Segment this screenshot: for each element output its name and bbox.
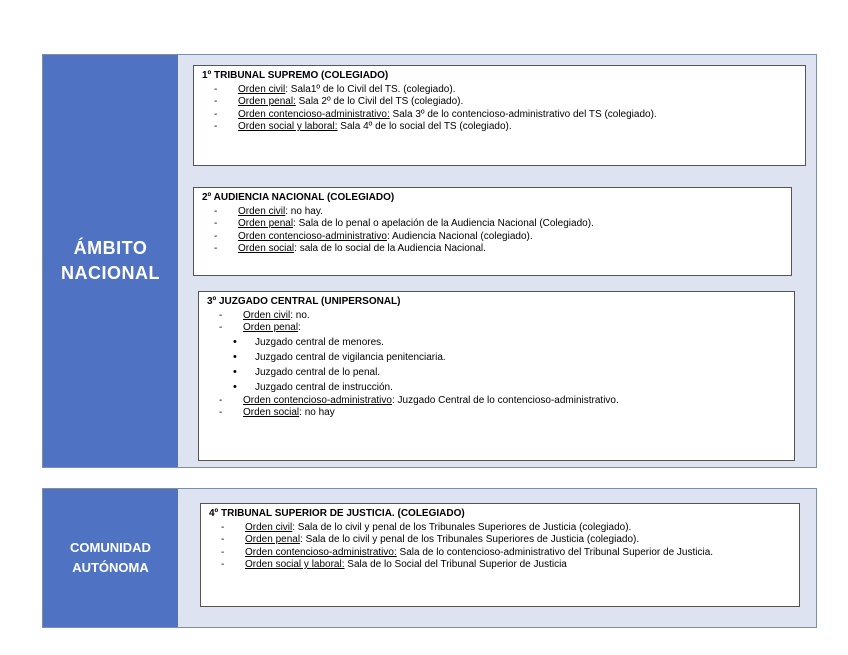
orden-label: Orden penal [245, 534, 301, 545]
list-item [209, 547, 791, 560]
list-item [202, 231, 783, 244]
list-item [209, 534, 791, 547]
orden-text: Sala de lo penal o apelación de la Audiencia Nacional (Colegiado). [295, 218, 594, 229]
orden-label: Orden social y laboral: [238, 121, 338, 132]
comunidad-autonoma-label-line2: AUTÓNOMA [72, 560, 149, 575]
orden-label: Orden contencioso-administrativo: [238, 108, 390, 120]
list-item [209, 522, 791, 535]
orden-label: Orden contencioso-administrativo [238, 230, 387, 242]
orden-text: Juzgado Central de lo contencioso-administrativo. [394, 394, 619, 406]
bullet-item: • Juzgado central de instrucción. [207, 380, 786, 395]
orden-text: Sala de lo civil y penal de los Tribunales Superiores de Justicia (colegiado). [302, 534, 640, 545]
list-item [202, 218, 783, 231]
separator: : [386, 230, 390, 242]
orden-text: Sala 4º de lo social del TS (colegiado). [337, 121, 512, 132]
tribunal-supremo-box [193, 65, 806, 166]
orden-label: Orden social [243, 407, 300, 418]
ambito-nacional-section [42, 54, 817, 468]
orden-text: Sala de lo Social del Tribunal Superior de Justicia [344, 559, 567, 570]
list-item [207, 407, 786, 420]
list-item [202, 109, 797, 122]
orden-text: Sala1º de lo Civil del TS. (colegiado). [288, 83, 456, 95]
list-item [202, 243, 783, 256]
separator: : [285, 83, 289, 95]
list-item [209, 559, 791, 572]
audiencia-nacional-title: 2º AUDIENCIA NACIONAL (COLEGIADO) [202, 192, 395, 203]
separator: : [294, 243, 297, 254]
audiencia-nacional-box [193, 187, 792, 276]
orden-label: Orden penal: [238, 96, 296, 107]
comunidad-autonoma-label-line1: COMUNIDAD [70, 540, 151, 555]
orden-label: Orden social y laboral: [245, 559, 345, 570]
separator: : [292, 521, 296, 533]
bullet-item: • Juzgado central de lo penal. [207, 365, 786, 380]
comunidad-autonoma-label [43, 489, 178, 627]
list-item [207, 310, 786, 323]
ambito-nacional-label [43, 55, 178, 467]
separator: : [298, 322, 301, 333]
tribunal-superior-justicia-box [200, 503, 800, 607]
tribunal-superior-justicia-title: 4º TRIBUNAL SUPERIOR DE JUSTICIA. (COLEGIADO) [209, 508, 465, 519]
list-item [202, 206, 783, 219]
list-item [207, 395, 786, 408]
orden-label: Orden penal [243, 322, 299, 333]
orden-label: Orden civil [245, 521, 293, 533]
orden-label: Orden civil [238, 83, 286, 95]
orden-text: Sala 3º de lo contencioso-administrativo del TS (colegiado). [389, 108, 657, 120]
orden-label: Orden contencioso-administrativo: [245, 546, 397, 558]
separator: : [391, 394, 395, 406]
juzgado-central-title: 3º JUZGADO CENTRAL (UNIPERSONAL) [207, 296, 401, 307]
orden-label: Orden contencioso-administrativo [243, 394, 392, 406]
tribunal-supremo-title: 1º TRIBUNAL SUPREMO (COLEGIADO) [202, 70, 389, 81]
list-item [202, 84, 797, 97]
orden-text: Sala de lo civil y penal de los Tribunales Superiores de Justicia (colegiado). [295, 521, 632, 533]
list-item [202, 96, 797, 109]
separator: : [285, 205, 289, 217]
orden-label: Orden social [238, 243, 295, 254]
juzgado-central-box [198, 291, 795, 461]
orden-label: Orden civil [243, 309, 291, 321]
separator: : [290, 309, 294, 321]
bullet-item: • Juzgado central de vigilancia penitenciaria. [207, 350, 786, 365]
separator: : [293, 218, 296, 229]
orden-text: no. [293, 309, 310, 321]
comunidad-autonoma-section [42, 488, 817, 628]
orden-text: Audiencia Nacional (colegiado). [389, 230, 533, 242]
separator: : [300, 534, 303, 545]
ambito-nacional-label-line2: NACIONAL [61, 263, 160, 283]
orden-text: Sala 2º de lo Civil del TS (colegiado). [295, 96, 464, 107]
orden-label: Orden penal [238, 218, 294, 229]
separator: : [299, 407, 302, 418]
orden-text: Sala de lo contencioso-administrativo del Tribunal Superior de Justicia. [396, 546, 714, 558]
list-item [202, 121, 797, 134]
orden-text: no hay [301, 407, 335, 418]
list-item [207, 322, 786, 335]
orden-text: sala de lo social de la Audiencia Nacional. [296, 243, 486, 254]
ambito-nacional-label-line1: ÁMBITO [73, 238, 148, 258]
bullet-item: • Juzgado central de menores. [207, 335, 786, 350]
orden-text: no hay. [288, 205, 323, 217]
orden-label: Orden civil [238, 205, 286, 217]
